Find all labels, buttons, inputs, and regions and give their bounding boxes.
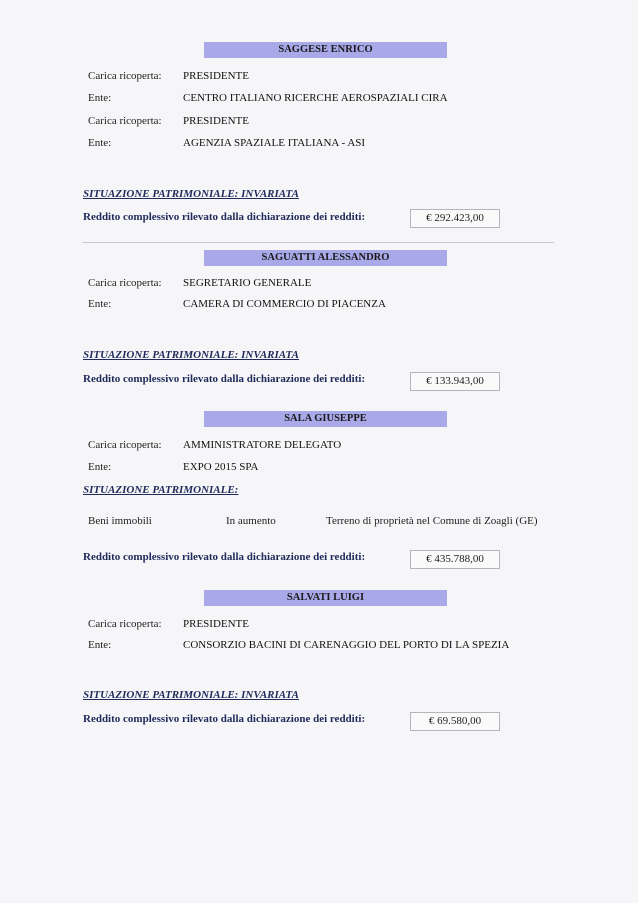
ente-value: CENTRO ITALIANO RICERCHE AEROSPAZIALI CIRA (183, 92, 448, 104)
patrimonio-tipo: Beni immobili (88, 515, 152, 527)
person-name-sala: SALA GIUSEPPE (204, 411, 447, 427)
person-name-saguatti: SAGUATTI ALESSANDRO (204, 250, 447, 266)
carica-value: SEGRETARIO GENERALE (183, 277, 312, 289)
reddito-amount: € 69.580,00 (410, 712, 500, 731)
reddito-label: Reddito complessivo rilevato dalla dichiarazione dei redditi: (83, 551, 366, 563)
situazione-patrimoniale-heading: SITUAZIONE PATRIMONIALE: INVARIATA (83, 689, 299, 701)
ente-value: CONSORZIO BACINI DI CARENAGGIO DEL PORTO DI LA SPEZIA (183, 639, 510, 651)
carica-label: Carica ricoperta: (88, 277, 162, 289)
carica-label: Carica ricoperta: (88, 439, 162, 451)
carica-value: PRESIDENTE (183, 115, 249, 127)
ente-label: Ente: (88, 461, 112, 473)
reddito-label: Reddito complessivo rilevato dalla dichiarazione dei redditi: (83, 211, 366, 223)
ente-value: EXPO 2015 SPA (183, 461, 259, 473)
ente-value: CAMERA DI COMMERCIO DI PIACENZA (183, 298, 386, 310)
section-divider (82, 242, 554, 243)
patrimonio-variazione: In aumento (226, 515, 276, 527)
carica-label: Carica ricoperta: (88, 115, 162, 127)
situazione-patrimoniale-heading: SITUAZIONE PATRIMONIALE: (83, 484, 239, 496)
carica-value: AMMINISTRATORE DELEGATO (183, 439, 342, 451)
reddito-amount: € 133.943,00 (410, 372, 500, 391)
situazione-patrimoniale-heading: SITUAZIONE PATRIMONIALE: INVARIATA (83, 188, 299, 200)
ente-value: AGENZIA SPAZIALE ITALIANA - ASI (183, 137, 366, 149)
carica-value: PRESIDENTE (183, 70, 249, 82)
ente-label: Ente: (88, 298, 112, 310)
patrimonio-descrizione: Terreno di proprietà nel Comune di Zoagli (GE) (326, 515, 538, 527)
ente-label: Ente: (88, 639, 112, 651)
ente-label: Ente: (88, 137, 112, 149)
carica-value: PRESIDENTE (183, 618, 249, 630)
ente-label: Ente: (88, 92, 112, 104)
reddito-amount: € 435.788,00 (410, 550, 500, 569)
person-name-salvati: SALVATI LUIGI (204, 590, 447, 606)
carica-label: Carica ricoperta: (88, 618, 162, 630)
reddito-amount: € 292.423,00 (410, 209, 500, 228)
reddito-label: Reddito complessivo rilevato dalla dichiarazione dei redditi: (83, 373, 366, 385)
reddito-label: Reddito complessivo rilevato dalla dichiarazione dei redditi: (83, 713, 366, 725)
situazione-patrimoniale-heading: SITUAZIONE PATRIMONIALE: INVARIATA (83, 349, 299, 361)
carica-label: Carica ricoperta: (88, 70, 162, 82)
person-name-saggese: SAGGESE ENRICO (204, 42, 447, 58)
